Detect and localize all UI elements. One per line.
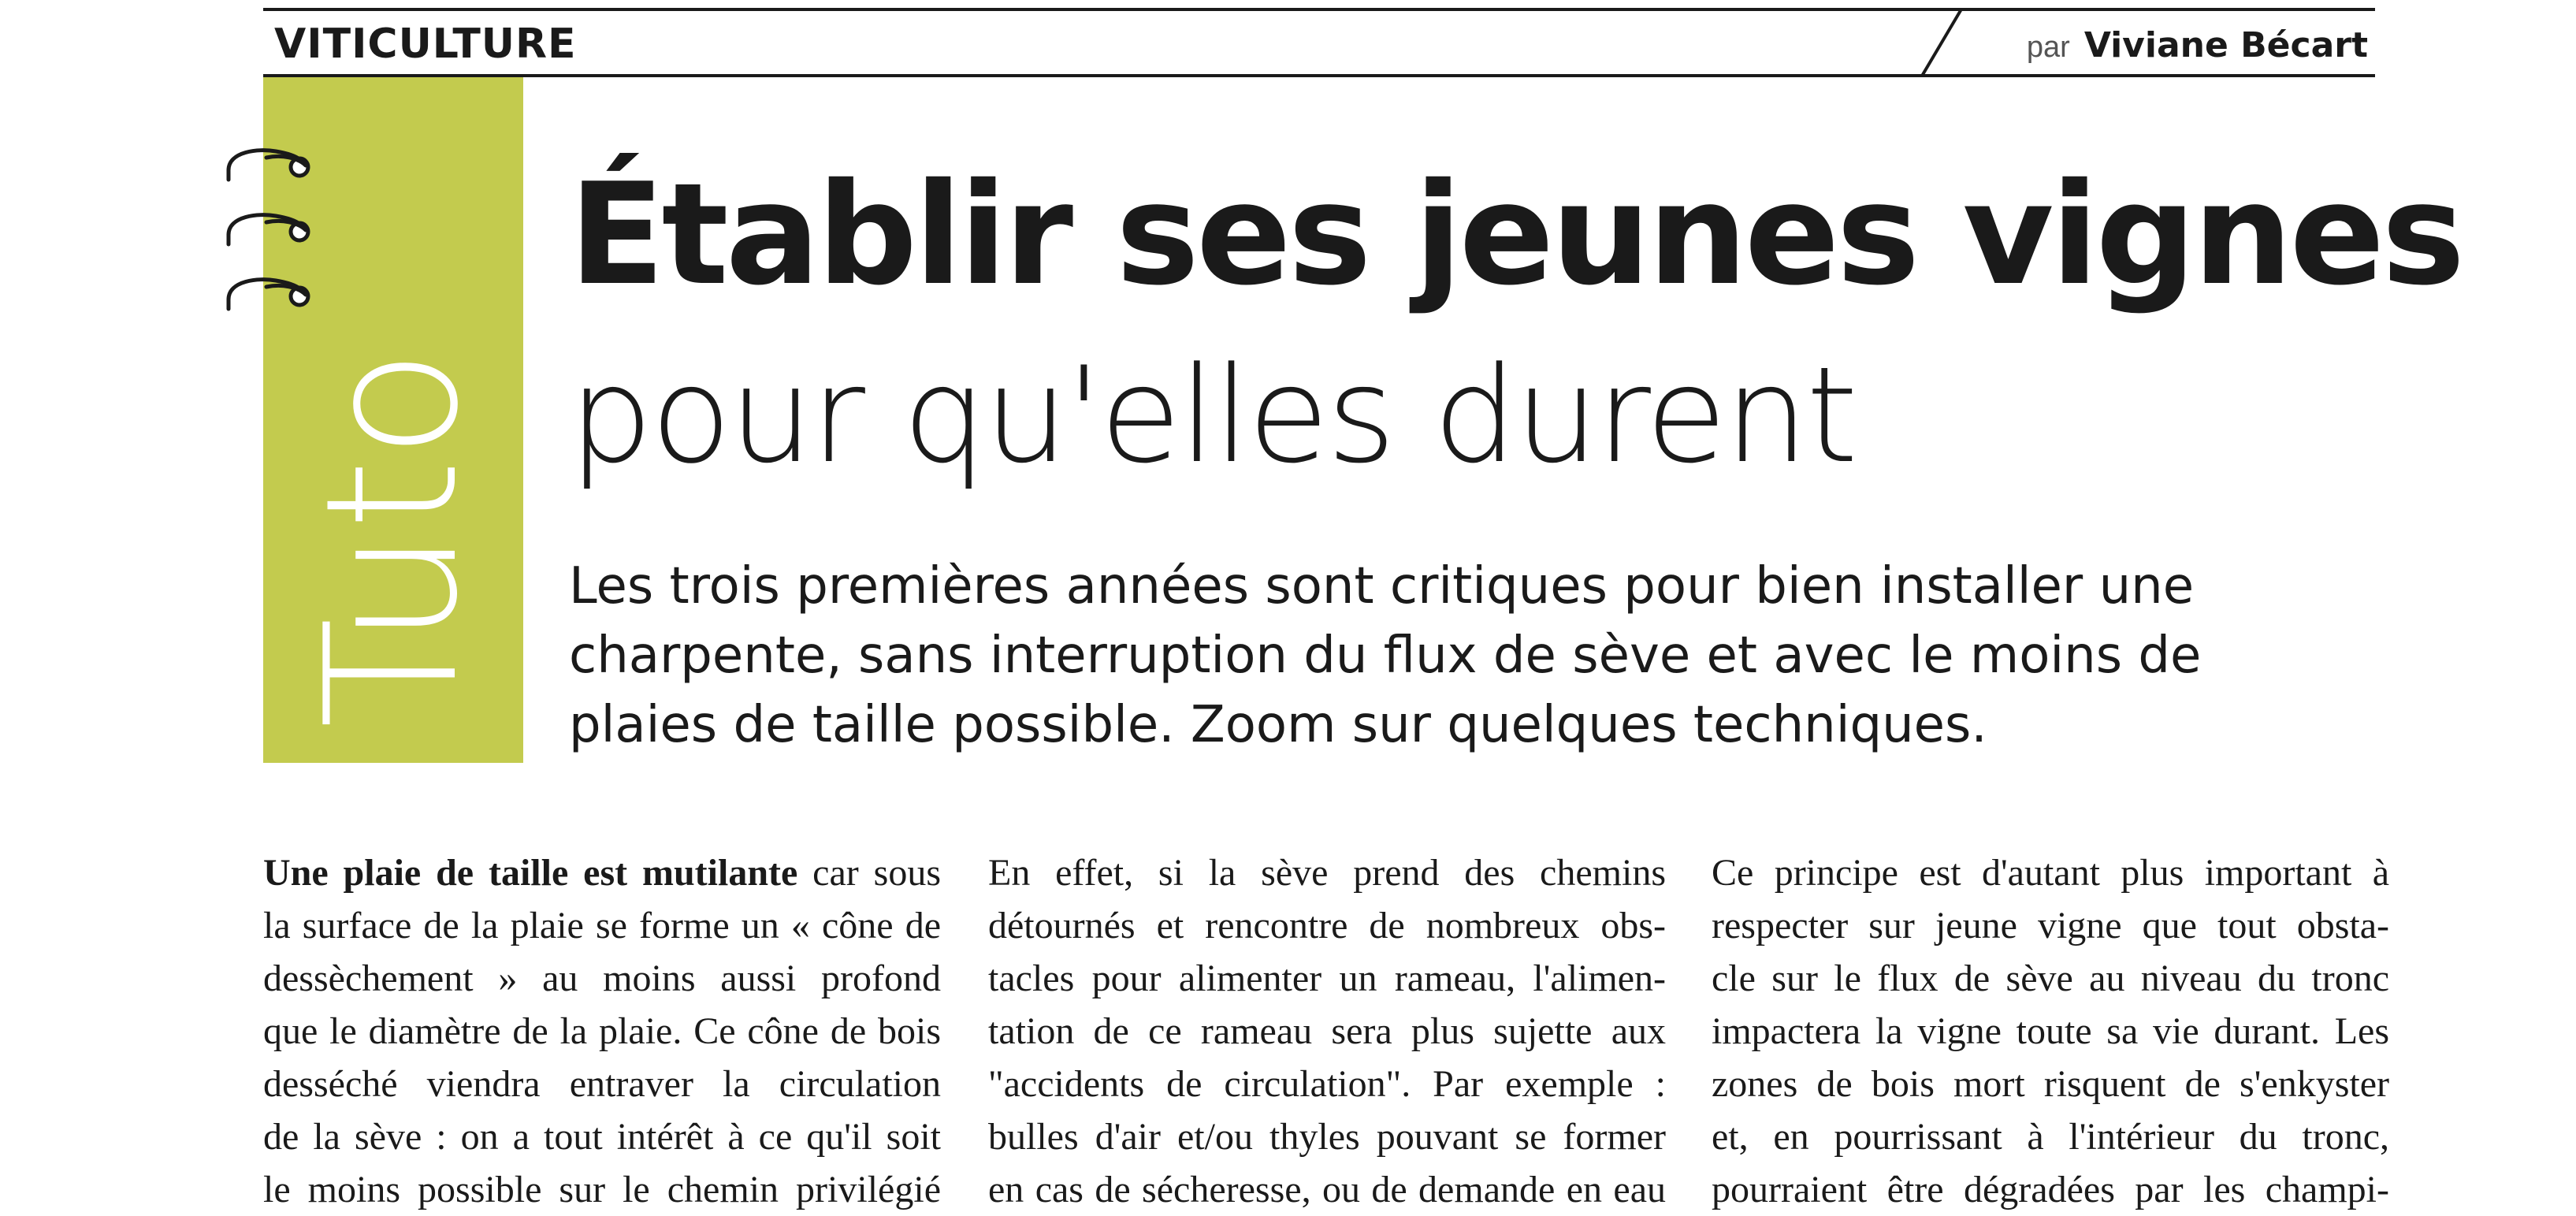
body-line: desséché viendra entraver la circulation xyxy=(263,1063,941,1105)
section-label: VITICULTURE xyxy=(274,20,577,68)
body-line: pourraient être dégradées par les champi- xyxy=(1712,1169,2389,1210)
author-name: Viviane Bécart xyxy=(2083,25,2368,65)
body-line: tacles pour alimenter un rameau, l'alimen- xyxy=(988,958,1666,999)
body-line: impactera la vigne toute sa vie durant. Les xyxy=(1712,1010,2389,1052)
body-column-1 xyxy=(263,846,941,1216)
lede-paragraph xyxy=(569,552,2303,760)
body-line: "accidents de circulation". Par exemple : xyxy=(988,1063,1666,1105)
tag-label: Tuto xyxy=(288,348,498,729)
lede-line: plaies de taille possible. Zoom sur quelques techniques. xyxy=(569,696,1987,754)
body-line: que le diamètre de la plaie. Ce cône de bois xyxy=(263,1010,941,1052)
body-line: zones de bois mort risquent de s'enkyster xyxy=(1712,1063,2389,1105)
body-line: le moins possible sur le chemin privilégié xyxy=(263,1169,941,1210)
body-text: car sous xyxy=(797,852,941,894)
byline-prefix: par xyxy=(2026,31,2070,64)
headline-line1: Établir ses jeunes vignes xyxy=(569,153,2463,316)
paragraph-lead-in: Une plaie de taille est mutilante xyxy=(263,852,798,894)
body-line: en cas de sécheresse, ou de demande en eau xyxy=(988,1169,1666,1210)
body-line xyxy=(263,846,941,899)
lede-line: charpente, sans interruption du flux de sève et avec le moins de xyxy=(569,627,2202,685)
body-line: bulles d'air et/ou thyles pouvant se former xyxy=(988,1116,1666,1158)
binder-rings-icon xyxy=(211,147,322,328)
body-line: dessèchement » au moins aussi profond xyxy=(263,958,941,999)
header-top-rule xyxy=(263,8,2375,11)
body-line: Ce principe est d'autant plus important à xyxy=(1712,852,2389,894)
byline xyxy=(2027,24,2368,69)
body-line: respecter sur jeune vigne que tout obsta- xyxy=(1712,905,2389,946)
header-divider-slash xyxy=(1907,8,1976,77)
header-bottom-rule xyxy=(263,74,2375,77)
headline-line2: pour qu'elles durent xyxy=(569,338,1856,493)
lede-line: Les trois premières années sont critiques pour bien installer une xyxy=(569,557,2195,615)
body-line: et, en pourrissant à l'intérieur du tronc, xyxy=(1712,1116,2389,1158)
body-line: cle sur le flux de sève au niveau du tronc xyxy=(1712,958,2389,999)
body-line: la surface de la plaie se forme un « cône de xyxy=(263,905,941,946)
body-column-2 xyxy=(988,846,1666,1216)
body-line: En effet, si la sève prend des chemins xyxy=(988,852,1666,894)
body-line: tation de ce rameau sera plus sujette aux xyxy=(988,1010,1666,1052)
body-column-3 xyxy=(1712,846,2389,1216)
body-line: de la sève : on a tout intérêt à ce qu'il soit xyxy=(263,1116,941,1158)
body-line: détournés et rencontre de nombreux obs- xyxy=(988,905,1666,946)
